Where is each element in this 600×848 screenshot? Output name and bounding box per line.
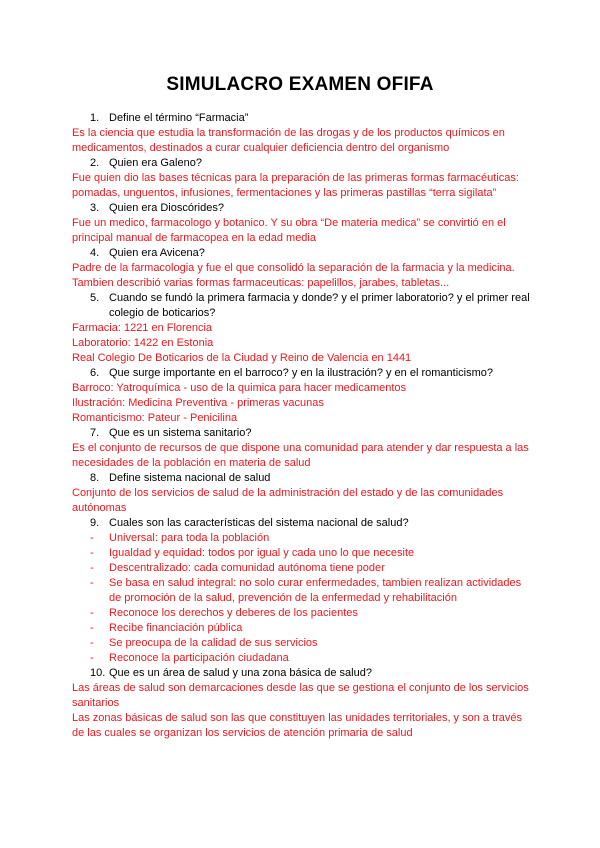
bullet-text: Reconoce los derechos y deberes de los pacientes — [109, 607, 358, 619]
question-text: Cuales son las características del sistema nacional de salud? — [109, 517, 409, 529]
question-number: 10. — [90, 667, 106, 679]
bullet-item — [72, 561, 532, 576]
dash-marker: - — [90, 532, 94, 544]
question-2 — [90, 156, 532, 171]
dash-marker: - — [90, 562, 94, 574]
answer-2: Fue quien dio las bases técnicas para la preparación de las primeras formas farmacéuticas: pomadas, unguentos, infusiones, fermentaciones y las primeras pastillas “terra sigilata” — [72, 172, 519, 199]
answer-10-areas: Las áreas de salud son demarcaciones desde las que se gestiona el conjunto de los servicios sanitarios — [72, 682, 529, 709]
answer-1: Es la ciencia que estudia la transformación de las drogas y de los productos químicos en medicamentos, destinados a curar cualquier deficiencia dentro del organismo — [72, 127, 505, 154]
answer-3: Fue un medico, farmacologo y botanico. Y su obra “De materia medica” se convirtió en el principal manual de farmacopea en la edad media — [72, 217, 506, 244]
question-6 — [90, 366, 532, 381]
question-4 — [90, 246, 532, 261]
answer-8: Conjunto de los servicios de salud de la administración del estado y de las comunidades autónomas — [72, 487, 504, 514]
question-number: 5. — [90, 292, 100, 304]
bullet-text: Descentralizado: cada comunidad autónoma tiene poder — [109, 562, 385, 574]
answer-7: Es el conjunto de recursos de que dispone una comunidad para atender y dar respuesta a las necesidades de la población en materia de salud — [72, 442, 529, 469]
question-9 — [90, 516, 532, 531]
bullet-text: Se preocupa de la calidad de sus servicios — [109, 637, 318, 649]
answer-6-barroco: Barroco: Yatroquímica - uso de la quimica para hacer medicamentos — [72, 382, 407, 394]
dash-marker: - — [90, 622, 94, 634]
question-number: 8. — [90, 472, 100, 484]
question-number: 4. — [90, 247, 100, 259]
question-text: Que es un área de salud y una zona básica de salud? — [109, 667, 372, 679]
question-8 — [90, 471, 532, 486]
dash-marker: - — [90, 607, 94, 619]
answer-5-laboratorio: Laboratorio: 1422 en Estonia — [72, 337, 214, 349]
bullet-text: Recibe financiación pública — [109, 622, 243, 634]
answer-6-romanticismo: Romanticismo: Pateur - Penicilina — [72, 412, 238, 424]
question-5 — [90, 291, 532, 321]
page-title: SIMULACRO EXAMEN OFIFA — [166, 74, 434, 95]
bullet-text: Reconoce la participación ciudadana — [109, 652, 289, 664]
question-10 — [90, 666, 532, 681]
question-text: Que es un sistema sanitario? — [109, 427, 252, 439]
bullet-item — [72, 606, 532, 621]
bullet-item — [72, 546, 532, 561]
dash-marker: - — [90, 637, 94, 649]
question-number: 9. — [90, 517, 100, 529]
question-number: 1. — [90, 112, 100, 124]
bullet-item — [72, 636, 532, 651]
bullet-item — [72, 531, 532, 546]
question-text: Quien era Galeno? — [109, 157, 202, 169]
question-text: Que surge importante en el barroco? y en la ilustración? y en el romanticismo? — [109, 367, 493, 379]
answer-5-farmacia: Farmacia: 1221 en Florencia — [72, 322, 213, 334]
question-7 — [90, 426, 532, 441]
question-text: Cuando se fundó la primera farmacia y donde? y el primer laboratorio? y el primer real colegio de boticarios? — [109, 292, 530, 319]
answer-6-ilustracion: Ilustración: Medicina Preventiva - primeras vacunas — [72, 397, 324, 409]
question-text: Define sistema nacional de salud — [109, 472, 271, 484]
bullet-item — [72, 621, 532, 636]
question-text: Quien era Avicena? — [109, 247, 205, 259]
question-number: 3. — [90, 202, 100, 214]
answer-10-zonas: Las zonas básicas de salud son las que constituyen las unidades territoriales, y son a través de las cuales se organizan los servicios de atención primaria de salud — [72, 712, 523, 739]
bullet-text: Se basa en salud integral: no solo curar enfermedades, tambien realizan actividades de promoción de la salud, prevención de la enfermedad y rehabilitación — [109, 577, 522, 604]
question-list — [72, 111, 532, 741]
question-1 — [90, 111, 532, 126]
dash-marker: - — [90, 652, 94, 664]
bullet-item — [72, 576, 532, 606]
question-number: 2. — [90, 157, 100, 169]
dash-marker: - — [90, 547, 94, 559]
answer-4: Padre de la farmacologia y fue el que consolidó la separación de la farmacia y la medicina. Tambien describió varias formas farmaceuticas: papelillos, jarabes, tabletas... — [72, 262, 515, 289]
bullet-text: Igualdad y equidad: todos por igual y cada uno lo que necesite — [109, 547, 415, 559]
bullet-text: Universal: para toda la población — [109, 532, 270, 544]
question-text: Quien era Dioscórides? — [109, 202, 224, 214]
answer-5-colegio: Real Colegio De Boticarios de la Ciudad y Reino de Valencia en 1441 — [72, 352, 412, 364]
question-3 — [90, 201, 532, 216]
dash-marker: - — [90, 577, 94, 589]
question-number: 7. — [90, 427, 100, 439]
question-number: 6. — [90, 367, 100, 379]
question-text: Define el término “Farmacia” — [109, 112, 249, 124]
bullet-item — [72, 651, 532, 666]
